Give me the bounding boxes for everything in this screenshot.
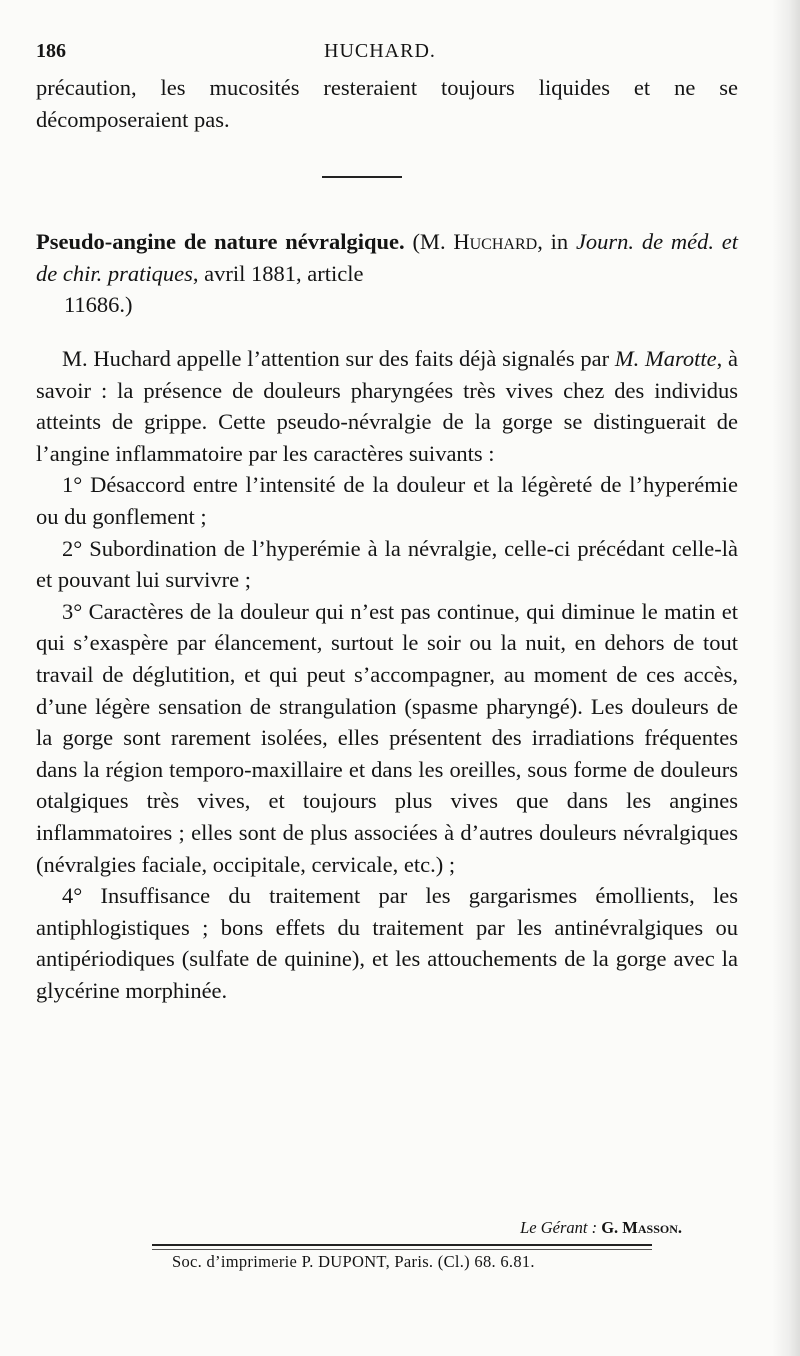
section-divider: [322, 176, 402, 178]
citation-author: Huchard: [453, 229, 538, 254]
citation-open: (M.: [404, 229, 454, 254]
citation-date: , avril 1881, article: [192, 260, 364, 286]
gerant-signature: [520, 1218, 682, 1238]
list-item-2: 2° Subordination de l’hyperémie à la névralgie, celle-ci précédant celle-là et pouvant lui survivre ;: [36, 535, 738, 593]
printer-imprint: Soc. d’imprimerie P. DUPONT, Paris. (Cl.) 68. 6.81.: [172, 1252, 535, 1271]
citation-in: , in: [537, 229, 569, 254]
running-head: HUCHARD.: [324, 40, 436, 62]
page-header: [36, 38, 736, 68]
footer-rule-thin: [152, 1249, 652, 1250]
page-edge-shadow: [772, 0, 800, 1356]
article-body: [36, 343, 738, 1006]
citation-article-number: 11686.): [64, 292, 133, 318]
page-number: 186: [36, 40, 66, 62]
gerant-name: G. Masson.: [601, 1218, 682, 1237]
article-title: Pseudo-angine de nature névralgique.: [36, 229, 405, 254]
article-heading: [36, 226, 738, 321]
gerant-label: Le Gérant :: [520, 1218, 602, 1237]
paragraph-continuation: précaution, les mucosités resteraient toujours liquides et ne se décomposeraient pas.: [36, 75, 738, 132]
list-item-1: 1° Désaccord entre l’intensité de la douleur et la légèreté de l’hyperémie ou du gonflement ;: [36, 472, 738, 529]
intro-text-start: M. Huchard appelle l’attention sur des faits déjà signalés par: [62, 346, 615, 371]
footer-rule: [152, 1244, 652, 1246]
intro-name: M. Marotte: [614, 346, 717, 371]
citation-journal: Journ. de méd. et de chir. pratiques: [36, 229, 739, 286]
list-item-3: 3° Caractères de la douleur qui n’est pas continue, qui diminue le matin et qui s’exaspère par élancement, surtout le soir ou la nuit, en dehors de tout travail de déglutition, et qui peut s’accompagner, au moment de ces accès, d’une légère sensation de strangulation (spasme pharyngé). Les douleurs de la gorge sont rarement isolées, elles présentent des irradiations fréquentes dans la région temporo-maxillaire et dans les oreilles, sous forme de douleurs otalgiques très vives, et toujours plus vives que dans les angines inflammatoires ; elles sont de plus associées à d’autres douleurs névralgiques (névralgies faciale, occipitale, cervicale, etc.) ;: [36, 598, 738, 877]
list-item-4: 4° Insuffisance du traitement par les gargarismes émollients, les antiphlogistiques ; bons effets du traitement par les antinévralgiques ou antipériodiques (sulfate de quinine), et les attouchements de la gorge avec la glycérine morphinée.: [36, 883, 738, 1003]
intro-text-end: , à savoir : la présence de douleurs pharyngées très vives chez des individus atteints de grippe. Cette pseudo-névralgie de la gorge se distinguerait de l’angine inflammatoire par les caractères suivants :: [36, 346, 738, 466]
